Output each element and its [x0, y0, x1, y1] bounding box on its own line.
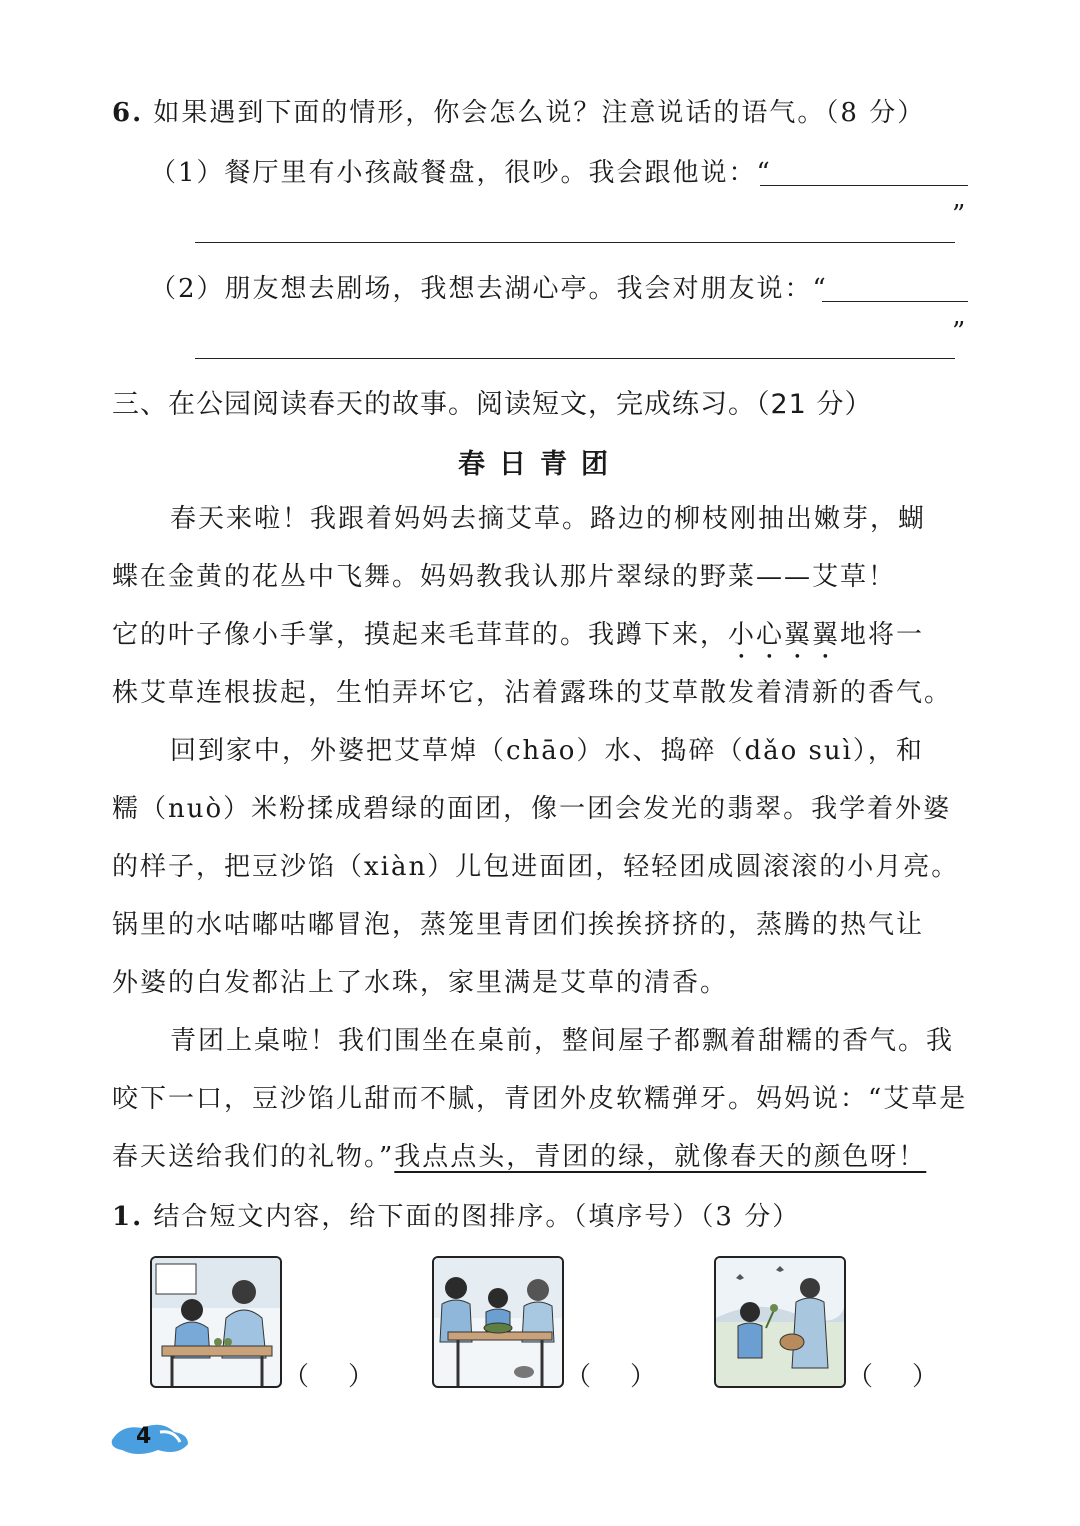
answer-blank-3[interactable] — [870, 1356, 910, 1390]
question-6 — [112, 92, 925, 129]
passage-paragraph-1 — [112, 490, 972, 722]
p2-line-5: 外婆的白发都沾上了水珠，家里满是艾草的清香。 — [112, 968, 729, 998]
p3-line-2: 咬下一口，豆沙馅儿甜而不腻，青团外皮软糯弹牙。妈妈说：“艾草是 — [112, 1084, 968, 1114]
p1-line-2: 蝶在金黄的花丛中飞舞。妈妈教我认那片翠绿的野菜——艾草！ — [112, 562, 897, 592]
p1-line-4: 株艾草连根拔起，生怕弄坏它，沾着露珠的艾草散发着清新的香气。 — [112, 678, 953, 708]
answer-line-2a[interactable] — [822, 301, 968, 302]
answer-paren-open-2: （ — [565, 1362, 592, 1392]
section-3-heading: 三、在公园阅读春天的故事。阅读短文，完成练习。（21 分） — [112, 389, 873, 420]
dotted-word: 小心翼翼 — [728, 620, 841, 650]
answer-paren-close-2: ） — [630, 1362, 657, 1392]
picture-eating-qingtuan — [432, 1256, 564, 1388]
picture-2-illustration — [434, 1258, 562, 1386]
passage-title: 春日青团 — [458, 449, 622, 480]
picture-picking-mugwort — [714, 1256, 846, 1388]
p1-line-1: 春天来啦！我跟着妈妈去摘艾草。路边的柳枝刚抽出嫩芽，蝴 — [170, 504, 927, 534]
p1-line-3 — [112, 606, 972, 664]
passage-paragraph-3 — [112, 1012, 972, 1186]
p1-line-3-b: 地将一 — [840, 620, 925, 650]
passage-paragraph-2 — [112, 722, 972, 1012]
p2-line-3: 的样子，把豆沙馅（xiàn）儿包进面团，轻轻团成圆滚滚的小月亮。 — [112, 852, 960, 882]
picture-1-illustration — [152, 1258, 280, 1386]
p3-line-3 — [112, 1128, 972, 1186]
p2-line-4: 锅里的水咕嘟咕嘟冒泡，蒸笼里青团们挨挨挤挤的，蒸腾的热气让 — [112, 910, 925, 940]
p3-line-3-a: 春天送给我们的礼物。” — [112, 1142, 395, 1172]
answer-paren-open-1: （ — [283, 1362, 310, 1392]
question-6-item-2: （2）朋友想去剧场，我想去湖心亭。我会对朋友说：“ — [150, 274, 828, 304]
answer-blank-2[interactable] — [588, 1356, 628, 1390]
answer-blank-1[interactable] — [306, 1356, 346, 1390]
underlined-sentence: 我点点头，青团的绿，就像春天的颜色呀！ — [394, 1142, 927, 1172]
question-1-number: 1. — [112, 1202, 144, 1232]
answer-paren-close-3: ） — [912, 1362, 939, 1392]
p2-line-1: 回到家中，外婆把艾草焯（chāo）水、捣碎（dǎo suì），和 — [170, 736, 924, 766]
question-6-text: 如果遇到下面的情形，你会怎么说？注意说话的语气。（8 分） — [153, 98, 926, 128]
question-1 — [112, 1196, 800, 1233]
p2-line-2: 糯（nuò）米粉揉成碧绿的面团，像一团会发光的翡翠。我学着外婆 — [112, 794, 952, 824]
answer-line-1b[interactable] — [195, 242, 955, 243]
answer-paren-close-1: ） — [348, 1362, 375, 1392]
page-number: 4 — [136, 1424, 152, 1449]
close-quote-1: ” — [952, 200, 966, 230]
picture-making-qingtuan — [150, 1256, 282, 1388]
question-6-number: 6. — [112, 98, 144, 128]
answer-line-2b[interactable] — [195, 358, 955, 359]
close-quote-2: ” — [952, 317, 966, 347]
answer-line-1a[interactable] — [760, 185, 968, 186]
question-1-text: 结合短文内容，给下面的图排序。（填序号）（3 分） — [153, 1202, 801, 1232]
answer-paren-open-3: （ — [847, 1362, 874, 1392]
question-6-item-1: （1）餐厅里有小孩敲餐盘，很吵。我会跟他说：“ — [150, 158, 772, 188]
picture-3-illustration — [716, 1258, 844, 1386]
p3-line-1: 青团上桌啦！我们围坐在桌前，整间屋子都飘着甜糯的香气。我 — [170, 1026, 955, 1056]
p1-line-3-a: 它的叶子像小手掌，摸起来毛茸茸的。我蹲下来， — [112, 620, 729, 650]
page-number-badge — [108, 1418, 192, 1462]
